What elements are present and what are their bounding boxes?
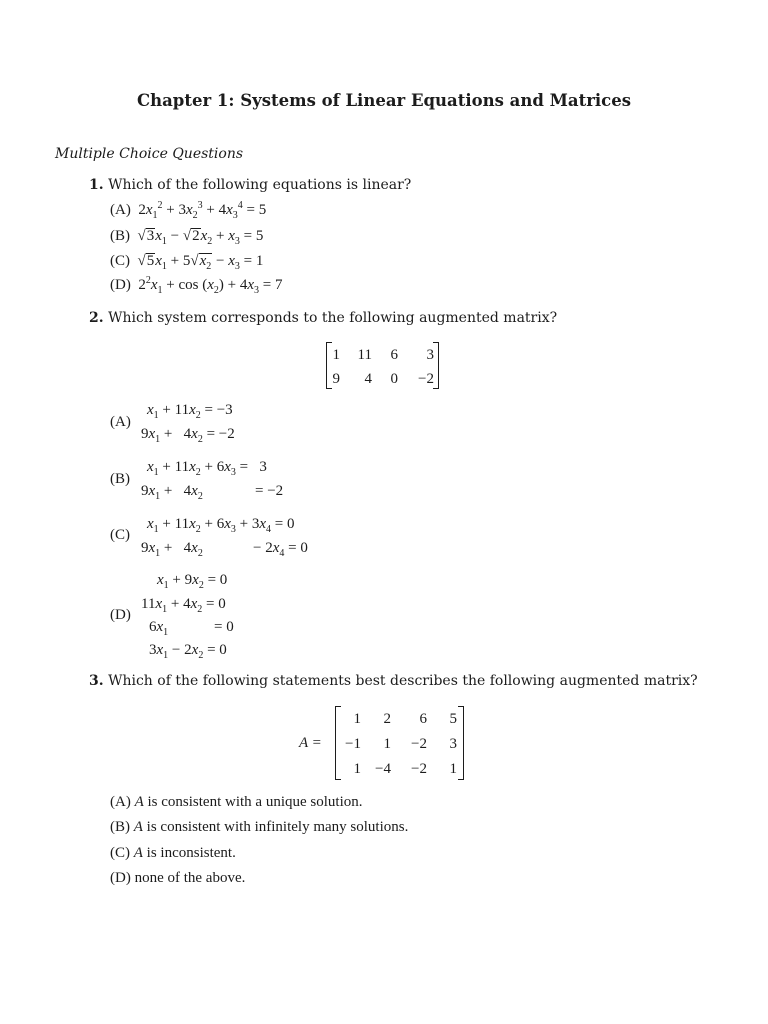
matrix-cell: 1: [332, 347, 340, 363]
question-number: 1.: [89, 177, 104, 193]
question-text: Which system corresponds to the following augmented matrix?: [108, 310, 558, 326]
chapter-title: Chapter 1: Systems of Linear Equations and Matrices: [136, 91, 632, 110]
q2-augmented-matrix: [326, 342, 439, 389]
matrix-cell: 2: [383, 711, 391, 727]
matrix-cell: −1: [345, 736, 361, 752]
matrix-cell: −2: [411, 736, 427, 752]
option-text: is consistent with a unique solution.: [147, 794, 363, 810]
bracket-right: [458, 706, 464, 780]
q1-option-c: [110, 253, 263, 270]
matrix-cell: 1: [449, 761, 457, 777]
q2-option-d-label: (D): [110, 607, 131, 623]
option-variable: A: [134, 794, 144, 810]
option-label: (D): [110, 277, 131, 293]
matrix-cell: 5: [449, 711, 457, 727]
matrix-cell: 11: [357, 347, 372, 363]
matrix-name-text: A =: [299, 735, 322, 751]
matrix-cell: 9: [332, 371, 340, 387]
option-label: (D): [110, 870, 131, 886]
matrix-cell: −4: [375, 761, 391, 777]
q2-option-b-eq2-rhs: = −2: [255, 483, 284, 499]
option-text: none of the above.: [134, 870, 246, 886]
question-text: Which of the following statements best describes the following augmented matrix?: [108, 673, 698, 689]
q1-option-b: [110, 228, 263, 245]
matrix-cell: 4: [364, 371, 372, 387]
q2-option-a-eq1: $x_1 + 11x_2 = -3$: [147, 402, 233, 421]
option-text: is inconsistent.: [146, 845, 236, 861]
option-label: (C): [110, 845, 130, 861]
option-label: (A): [110, 794, 131, 810]
q2-option-a-eq2: $9x_1 + 4x_2 = -2$: [141, 426, 235, 445]
q1-option-a: [110, 200, 267, 221]
q1-option-d: [110, 275, 283, 296]
option-label: (A): [110, 202, 131, 218]
equation: $√5x_1 + 5√x_2 - x_3 = 1$: [137, 253, 264, 272]
question-number: 2.: [89, 310, 104, 326]
matrix-cell: −2: [411, 761, 427, 777]
equation: $2x_1^2 + 3x_2^3 + 4x_3^4 = 5$: [134, 200, 267, 221]
question-3: [89, 674, 698, 688]
q2-option-d-eq2: $11x_1 + 4x_2 = 0$: [141, 596, 226, 615]
q3-augmented-matrix: [335, 706, 464, 780]
matrix-cell: 6: [419, 711, 427, 727]
q2-option-c-label: (C): [110, 527, 130, 543]
matrix-cell: 1: [353, 711, 361, 727]
matrix-cell: 3: [449, 736, 457, 752]
q2-option-d-eq3-rhs: = 0: [214, 619, 234, 635]
q3-option-d: [110, 871, 245, 886]
option-label: (B): [110, 228, 130, 244]
option-variable: A: [133, 819, 143, 835]
q2-option-b-eq1: $x_1 + 11x_2 + 6x_3 = 3$: [147, 459, 267, 478]
q3-option-a: [110, 795, 363, 810]
option-variable: A: [133, 845, 143, 861]
q2-option-d-eq3: $6x_1$: [149, 619, 169, 638]
q2-option-c-eq2-rhs: − $2x_4 = 0$: [253, 540, 308, 559]
equation: $2^2x_1 + \cos (x_2) + 4x_3 = 7$: [134, 275, 283, 296]
question-2: [89, 311, 557, 325]
matrix-cell: −2: [418, 371, 434, 387]
question-1: [89, 178, 411, 192]
q2-option-b-eq2: $9x_1 + 4x_2$: [141, 483, 203, 502]
q2-option-d-eq4: $3x_1 - 2x_2 = 0$: [149, 642, 227, 661]
matrix-cell: 6: [390, 347, 398, 363]
q2-option-d-eq1: $x_1 + 9x_2 = 0$: [157, 572, 228, 591]
matrix-cell: 3: [426, 347, 434, 363]
option-label: (C): [110, 253, 130, 269]
option-text: is consistent with infinitely many solutions.: [146, 819, 409, 835]
q2-option-a-label: (A): [110, 414, 131, 430]
q2-option-c-eq2: $9x_1 + 4x_2$: [141, 540, 203, 559]
q3-option-b: [110, 820, 408, 835]
q2-option-c-eq1: $x_1 + 11x_2 + 6x_3 + 3x_4 = 0$: [147, 516, 295, 535]
matrix-name: [299, 736, 322, 751]
section-heading: Multiple Choice Questions: [55, 146, 244, 162]
equation: $√3x_1 - √2x_2 + x_3 = 5$: [137, 228, 264, 247]
question-number: 3.: [89, 673, 104, 689]
q3-option-c: [110, 846, 236, 861]
question-text: Which of the following equations is linear?: [108, 177, 412, 193]
matrix-cell: 0: [390, 371, 398, 387]
matrix-cell: 1: [383, 736, 391, 752]
q2-option-b-label: (B): [110, 471, 130, 487]
option-label: (B): [110, 819, 130, 835]
matrix-cell: 1: [353, 761, 361, 777]
